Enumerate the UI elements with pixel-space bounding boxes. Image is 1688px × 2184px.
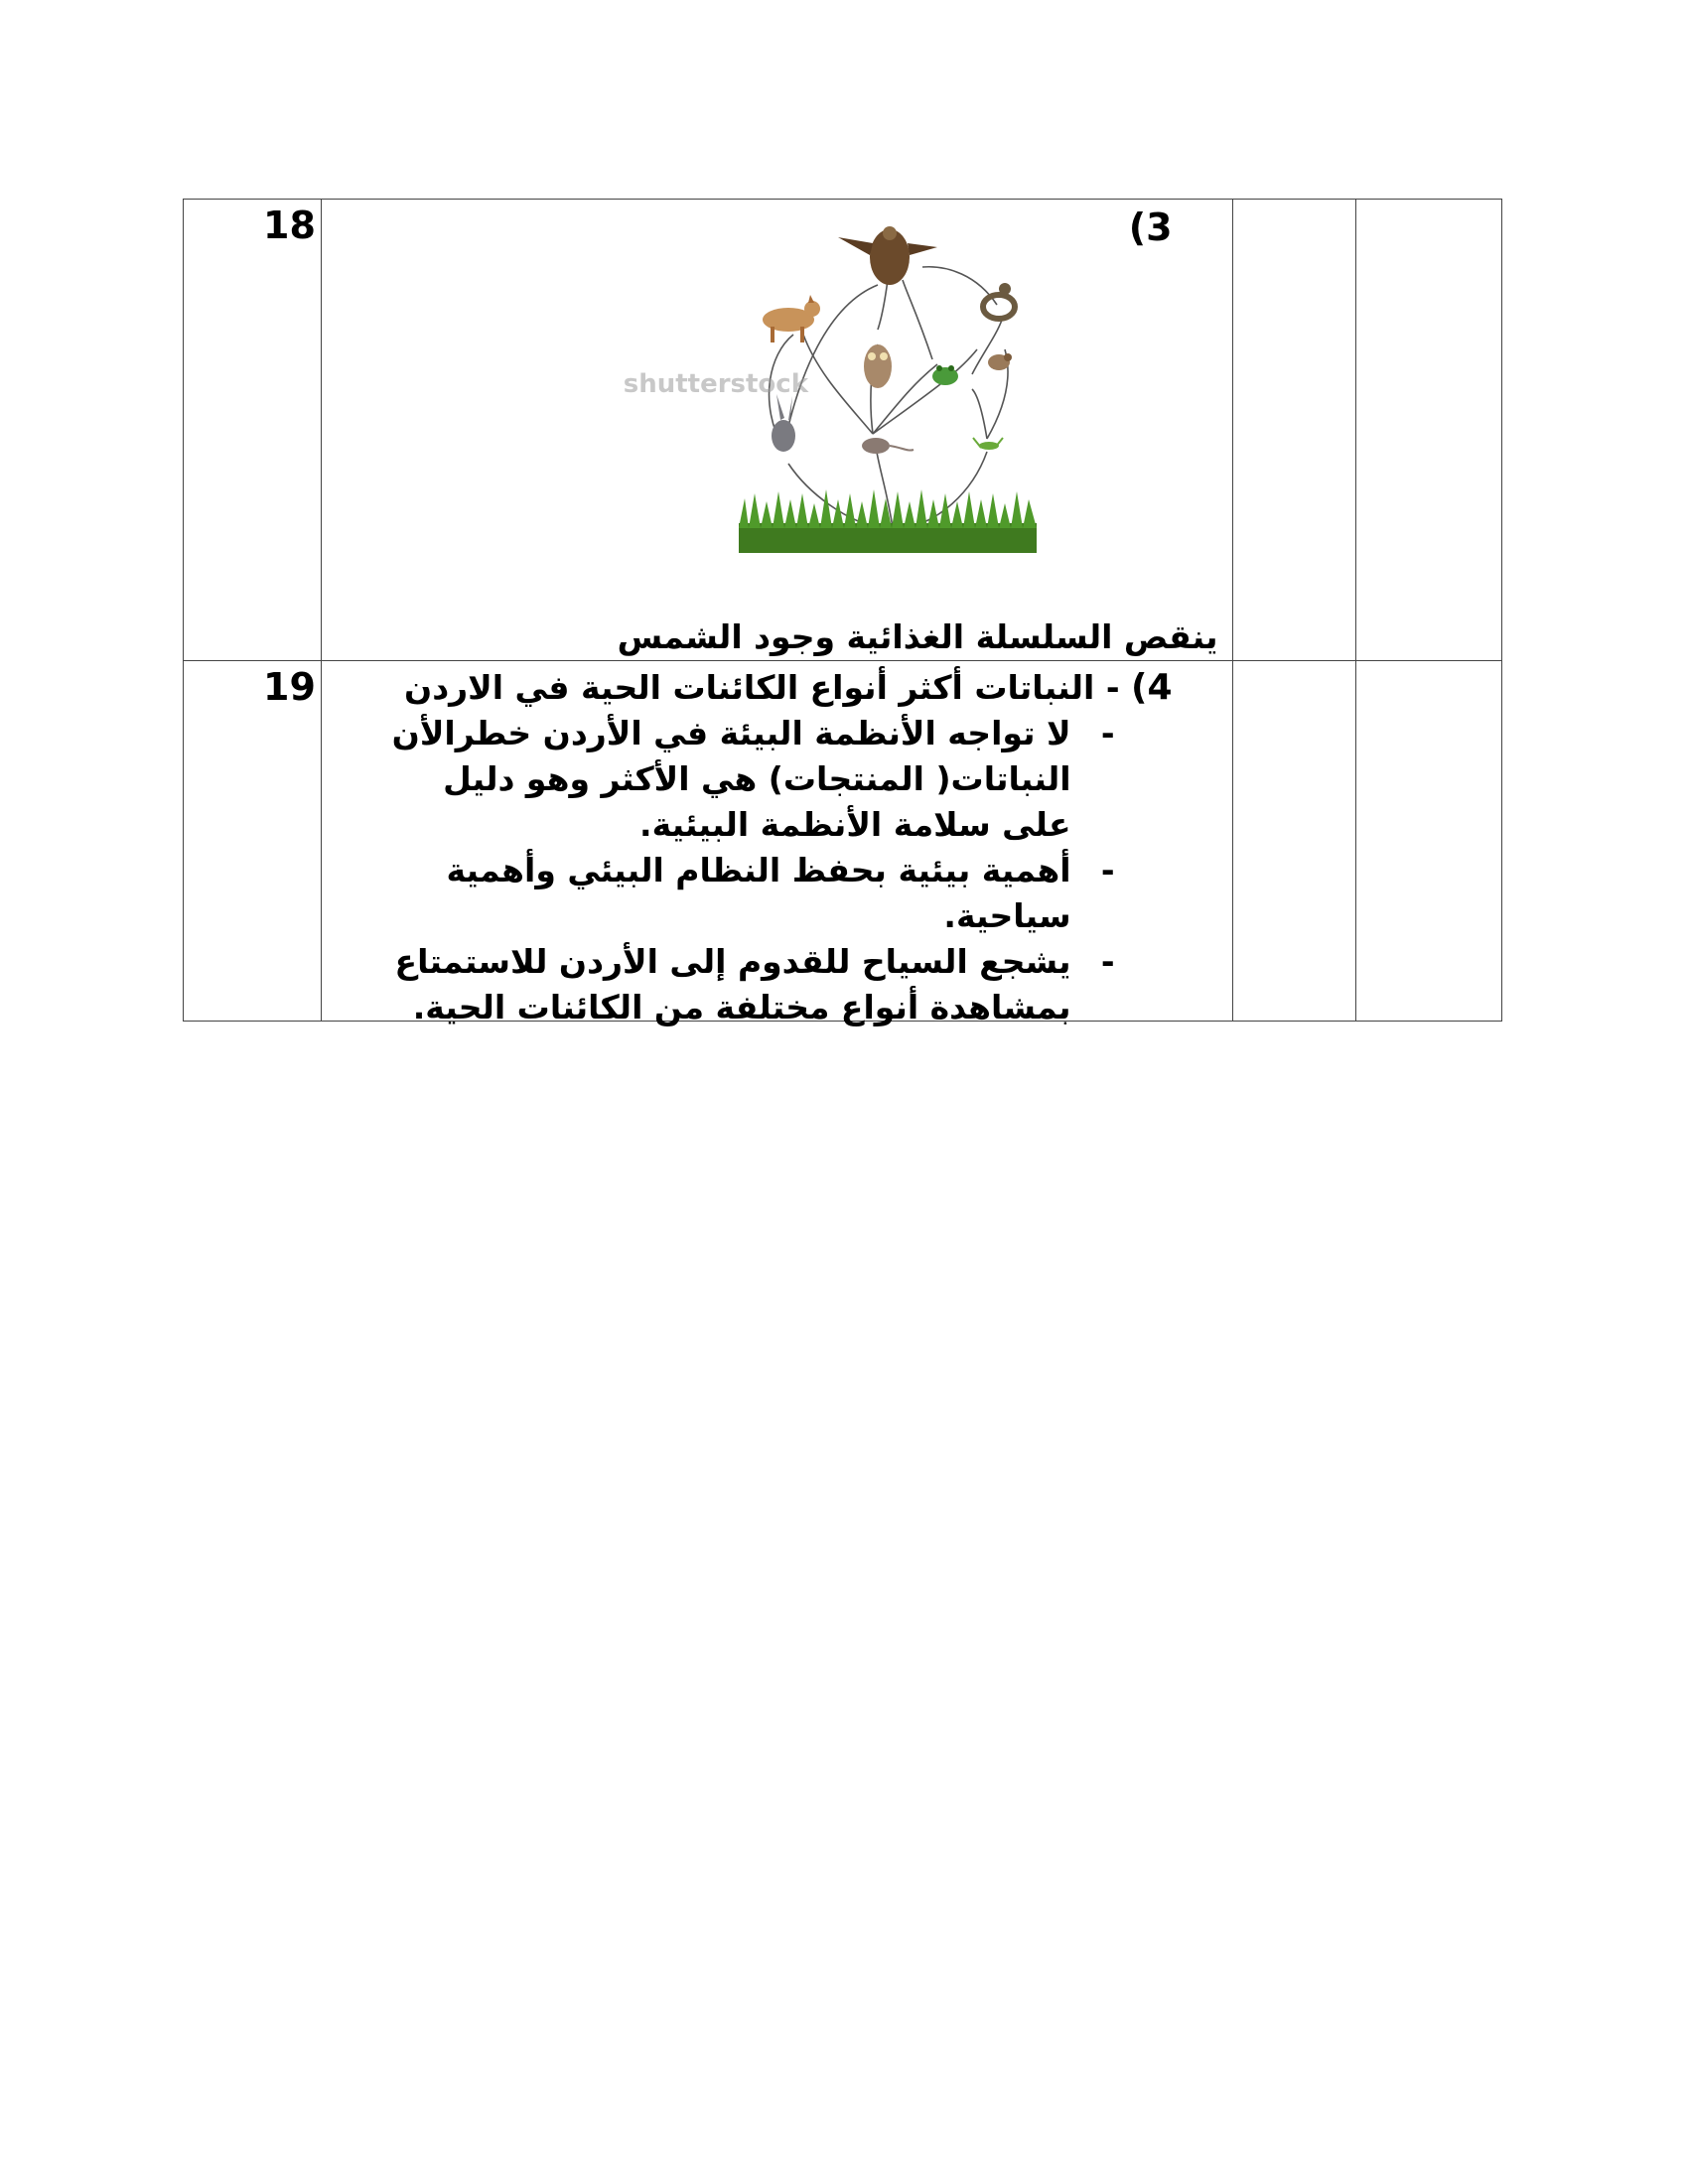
bullet-list: [380, 711, 1115, 1030]
answer-text: ينقص السلسلة الغذائية وجود الشمس: [617, 617, 1218, 656]
question-number: 19: [184, 661, 322, 1022]
food-web-diagram: [623, 225, 1047, 553]
list-item: [380, 939, 1115, 1030]
eagle-icon: [838, 226, 937, 285]
question-number: 18: [184, 200, 322, 661]
table-row: [184, 661, 1502, 1022]
list-item: [380, 711, 1115, 848]
empty-cell: [1232, 661, 1356, 1022]
list-item-text: لا تواجه الأنظمة البيئة في الأردن خطرالأن النباتات( المنتجات) هي الأكثر وهو دليل على سلامة الأنظمة البيئية.: [391, 714, 1071, 844]
owl-icon: [864, 344, 892, 388]
question-label: (3: [1128, 205, 1173, 249]
mouse-icon: [862, 438, 914, 454]
rabbit-icon: [772, 394, 795, 452]
dash-icon: -: [1100, 714, 1115, 752]
table-row: [184, 200, 1502, 661]
question-heading: [404, 667, 1173, 708]
watermark: shutterstock: [623, 369, 808, 399]
empty-cell: [1356, 200, 1502, 661]
question-label: (4: [1131, 667, 1173, 708]
heading-text: - النباتات أكثر أنواع الكائنات الحية في الاردن: [404, 668, 1120, 707]
question-cell: [321, 200, 1232, 661]
dash-icon: -: [1100, 851, 1115, 889]
list-item-text: يشجع السياح للقدوم إلى الأردن للاستمتاع بمشاهدة أنواع مختلفة من الكائنات الحية.: [394, 942, 1071, 1026]
dash-icon: -: [1100, 942, 1115, 981]
list-item-text: أهمية بيئية بحفظ النظام البيئي وأهمية سياحية.: [446, 851, 1071, 935]
question-cell: [321, 661, 1232, 1026]
grasshopper-icon: [973, 438, 1003, 450]
snake-icon: [983, 283, 1015, 319]
empty-cell: [1356, 661, 1502, 1022]
answer-table: [183, 199, 1502, 1026]
empty-cell: [1232, 200, 1356, 661]
list-item: [380, 848, 1115, 939]
frog-icon: [932, 365, 958, 385]
